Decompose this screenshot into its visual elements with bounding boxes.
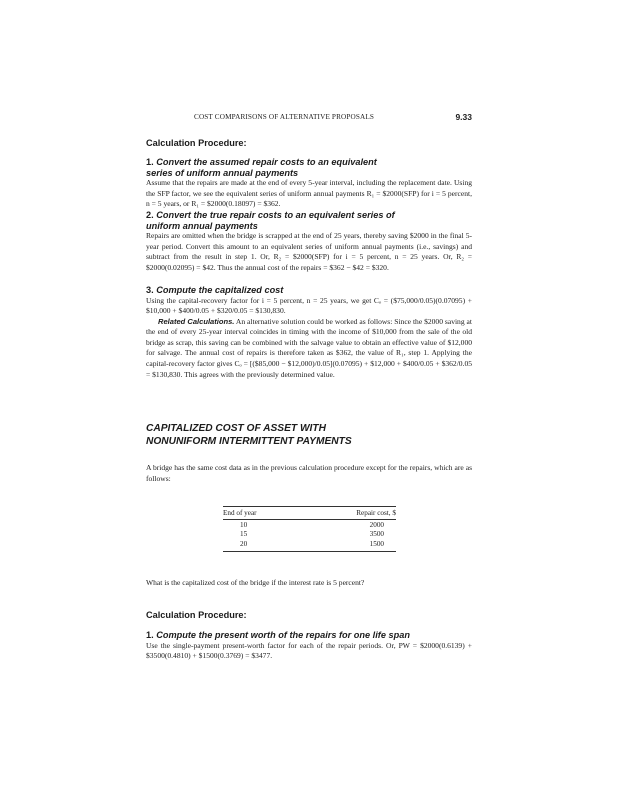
table-row: 15 3500 [240,530,384,539]
problem-question: What is the capitalized cost of the bridge if the interest rate is 5 percent? [146,578,365,587]
step2-title: 2. Convert the true repair costs to an equivalent series of uniform annual payments [146,210,395,231]
calculation-procedure-heading: Calculation Procedure: [146,138,247,148]
step1-block [146,157,472,210]
calculation-procedure-heading-2: Calculation Procedure: [146,610,247,620]
step2-block [146,210,472,273]
repair-table [223,506,396,552]
step1-present-worth-block [146,630,472,662]
step1-present-worth-title: 1. Compute the present worth of the repairs for one life span [146,630,410,640]
step3-title: 3. Compute the capitalized cost [146,285,284,295]
running-head [146,113,472,125]
table-header-year: End of year [223,507,302,520]
table-header-cost: Repair cost, $ [302,507,396,520]
section-title: CAPITALIZED COST OF ASSET WITH NONUNIFORM INTERMITTENT PAYMENTS [146,423,352,447]
step1-text: Assume that the repairs are made at the end of every 5-year interval, including the replacement date. Using the SFP factor, we see the equivalent series of uniform annual payments R₁ = $2000(SFP) for i = 5 percent, n = 5 years, or R₁ = $2000(0.18097) = $362. [146,178,472,209]
step3-block [146,285,472,380]
problem-intro: A bridge has the same cost data as in the previous calculation procedure except for the repairs, which are as follows: [146,463,472,483]
table-row: 20 1500 [223,540,396,552]
running-head-title: COST COMPARISONS OF ALTERNATIVE PROPOSALS [194,113,375,121]
step1-present-worth-text: Use the single-payment present-worth factor for each of the repair periods. Or, PW = $2000(0.6139) + $3500(0.4810) + $1500(0.3769) = $3477. [146,640,472,661]
related-calculations: Related Calculations. An alternative solution could be worked as follows: Since the $2000 saving at the end of every 25-year interval coincides in timing with the income of $10,000 from the sale of the old bridge as scrap, this saving can be combined with the salvage value to obtain an effective value of $12,000 for salvage. The annual cost of repairs is therefore taken as $362, the value of R₁, step 1. Applying the capital-recovery factor gives Cₒ = [($85,000 − $12,000)/0.05](0.07095) + $12,000 + $400/0.05 + $362/0.05 = $130,830. This agrees with the previously determined value. [146,316,472,379]
step2-text: Repairs are omitted when the bridge is scrapped at the end of 25 years, thereby saving $2000 in the final 5-year period. Convert this amount to an equivalent series of uniform annual payments (i.e., savings) and subtract from the result in step 1. Or, R₂ = $2000(SFP) for i = 5 percent, n = 25 years. Or, R₂ = $2000(0.02095) = $42. Thus the annual cost of the repairs = $362 − $42 = $320. [146,231,472,272]
page-number: 9.33 [455,112,472,122]
repair-table-wrap [223,506,403,552]
table-row: 10 2000 [240,520,384,529]
step1-title: 1. Convert the assumed repair costs to an equivalent series of uniform annual payments [146,157,377,178]
step3-text: Using the capital-recovery factor for i = 5 percent, n = 25 years, we get Cₒ = ($75,000/0.05)(0.07095) + $10,000 + $400/0.05 + $320/0.05 = $130,830. Related Calculations. An alternative solution could be worked as follows: Since the $2000 saving at the end of every 25-year interval coincides in timing with the income of $10,000 from the sale of the old bridge as scrap, this saving can be combined with the salvage value to obtain an effective value of $12,000 for salvage. The annual cost of repairs is therefore taken as $362, the value of R₁, step 1. Applying the capital-recovery factor gives Cₒ = [($85,000 − $12,000)/0.05](0.07095) + $12,000 + $400/0.05 + $362/0.05 = $130,830. This agrees with the previously determined value. [146,295,472,379]
